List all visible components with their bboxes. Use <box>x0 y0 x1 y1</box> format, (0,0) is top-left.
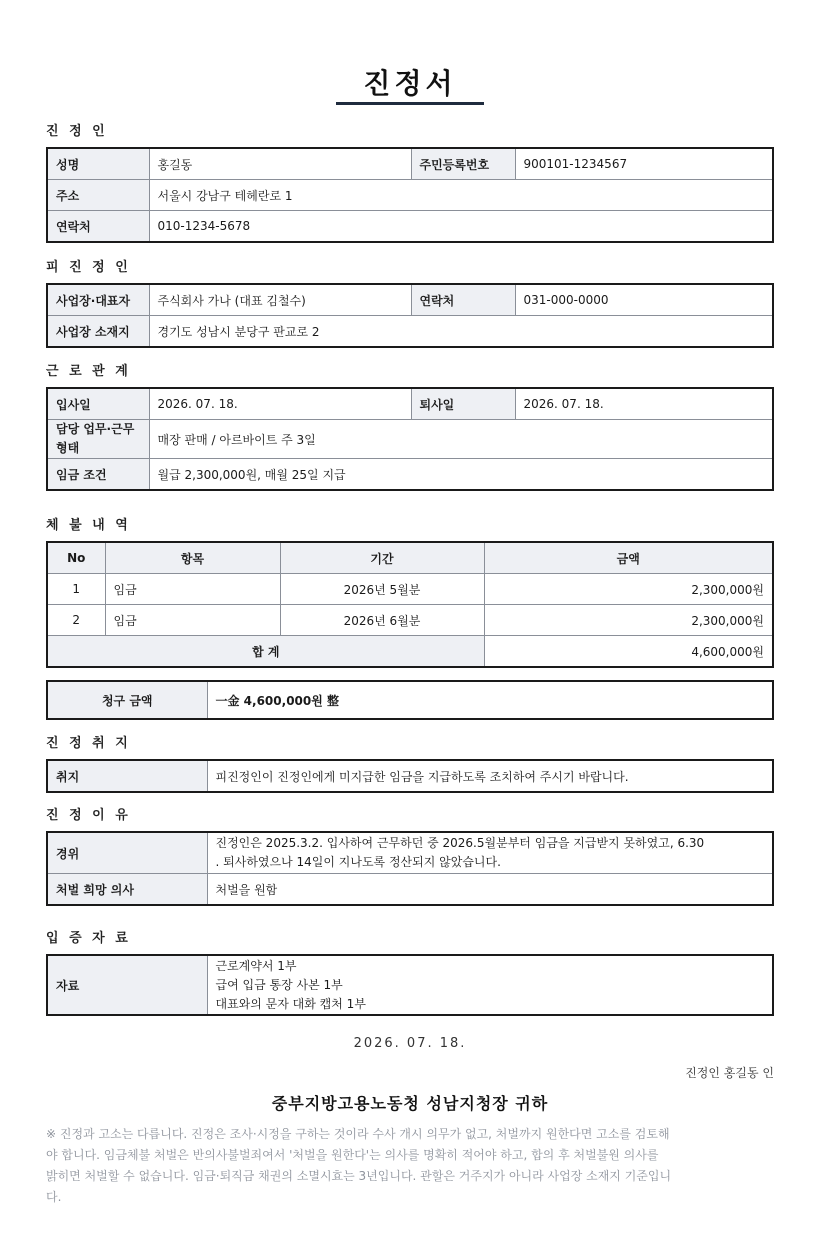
phone-label: 연락처 <box>47 211 149 243</box>
footnote-line: ※ 진정과 고소는 다릅니다. 진정은 조사·시정을 구하는 것이라 수사 개시 의무가 없고, 처벌까지 원한다면 고소를 검토해 <box>46 1127 670 1141</box>
recipient: 중부지방고용노동청 성남지청장 귀하 <box>271 1094 549 1113</box>
section-employment: 근 로 관 계 <box>46 364 131 379</box>
section-petitioner: 진 정 인 <box>46 124 108 139</box>
section-reason: 진 정 이 유 <box>46 808 131 823</box>
table-row <box>47 148 773 180</box>
history-line: . 퇴사하였으나 14일이 지나도록 정산되지 않았습니다. <box>215 855 501 869</box>
hire-label: 입사일 <box>47 388 149 420</box>
table-row <box>47 316 773 348</box>
col-header-amount: 금액 <box>484 542 773 574</box>
footnote <box>46 1124 686 1208</box>
respondent-table <box>46 283 774 348</box>
respondent-phone-label: 연락처 <box>411 284 515 316</box>
table-row <box>47 459 773 491</box>
reason-table <box>46 831 774 906</box>
duty-value: 매장 판매 / 아르바이트 주 3일 <box>149 420 773 459</box>
address-label: 주소 <box>47 180 149 211</box>
row-amount: 2,300,000원 <box>484 574 773 605</box>
petitioner-table <box>46 147 774 243</box>
table-header-row <box>47 542 773 574</box>
location-value: 경기도 성남시 분당구 판교로 2 <box>149 316 773 348</box>
rrn-label: 주민등록번호 <box>411 148 515 180</box>
total-value: 4,600,000원 <box>484 636 773 668</box>
evidence-table <box>46 954 774 1016</box>
footnote-line: 야 합니다. 임금체불 처벌은 반의사불벌죄여서 '처벌을 원한다'는 의사를 명확히 적어야 하고, 합의 후 처벌불원 의사를 <box>46 1148 659 1162</box>
footnote-line: 밝히면 처벌할 수 없습니다. 임금·퇴직금 채권의 소멸시효는 3년입니다. 관할은 거주지가 아니라 사업장 소재지 기준입니 <box>46 1169 672 1183</box>
name-label: 성명 <box>47 148 149 180</box>
table-row <box>47 605 773 636</box>
name-value: 홍길동 <box>149 148 411 180</box>
section-purpose: 진 정 취 지 <box>46 736 131 751</box>
punish-value: 처벌을 원함 <box>207 874 773 906</box>
evidence-label: 자료 <box>47 955 207 1015</box>
table-row <box>47 681 773 719</box>
table-row <box>47 955 773 1015</box>
arrears-table <box>46 541 774 668</box>
claim-label: 청구 금액 <box>47 681 207 719</box>
row-no: 1 <box>47 574 105 605</box>
wage-value: 월급 2,300,000원, 매월 25일 지급 <box>149 459 773 491</box>
evidence-item: 대표와의 문자 대화 캡처 1부 <box>215 996 366 1011</box>
document-date: 2026. 07. 18. <box>353 1036 467 1051</box>
row-period: 2026년 6월분 <box>280 605 484 636</box>
table-row <box>47 874 773 906</box>
employment-table <box>46 387 774 491</box>
table-row <box>47 284 773 316</box>
col-header-no: No <box>47 542 105 574</box>
row-item: 임금 <box>105 605 280 636</box>
biz-label: 사업장·대표자 <box>47 284 149 316</box>
address-value: 서울시 강남구 테헤란로 1 <box>149 180 773 211</box>
table-row <box>47 388 773 420</box>
document-title: 진정서 <box>363 67 457 100</box>
purpose-label: 취지 <box>47 760 207 792</box>
row-amount: 2,300,000원 <box>484 605 773 636</box>
col-header-item: 항목 <box>105 542 280 574</box>
location-label: 사업장 소재지 <box>47 316 149 348</box>
footnote-line: 다. <box>46 1190 62 1204</box>
table-total-row <box>47 636 773 668</box>
title-underline <box>336 102 484 105</box>
table-row <box>47 211 773 243</box>
history-text <box>207 832 773 874</box>
punish-label: 처벌 희망 의사 <box>47 874 207 906</box>
purpose-text: 피진정인이 진정인에게 미지급한 임금을 지급하도록 조치하여 주시기 바랍니다. <box>207 760 773 792</box>
section-evidence: 입 증 자 료 <box>46 931 131 946</box>
section-arrears: 체 불 내 역 <box>46 518 131 533</box>
rrn-value: 900101-1234567 <box>515 148 773 180</box>
table-row <box>47 574 773 605</box>
claim-table <box>46 680 774 720</box>
history-line: 진정인은 2025.3.2. 입사하여 근무하던 중 2026.5월분부터 임금을 지급받지 못하였고, 6.30 <box>215 836 705 850</box>
section-respondent: 피 진 정 인 <box>46 260 131 275</box>
duty-label: 담당 업무·근무형태 <box>47 420 149 459</box>
row-no: 2 <box>47 605 105 636</box>
signature: 진정인 홍길동 인 <box>685 1066 774 1080</box>
biz-value: 주식회사 가나 (대표 김철수) <box>149 284 411 316</box>
evidence-item: 근로계약서 1부 <box>215 958 297 973</box>
table-row <box>47 832 773 874</box>
claim-amount: 一金 4,600,000원 整 <box>207 681 773 719</box>
evidence-list <box>207 955 773 1015</box>
table-row <box>47 180 773 211</box>
leave-value: 2026. 07. 18. <box>515 388 773 420</box>
evidence-item: 급여 입금 통장 사본 1부 <box>215 977 343 992</box>
wage-label: 임금 조건 <box>47 459 149 491</box>
history-label: 경위 <box>47 832 207 874</box>
hire-value: 2026. 07. 18. <box>149 388 411 420</box>
row-item: 임금 <box>105 574 280 605</box>
phone-value: 010-1234-5678 <box>149 211 773 243</box>
purpose-table <box>46 759 774 793</box>
row-period: 2026년 5월분 <box>280 574 484 605</box>
leave-label: 퇴사일 <box>411 388 515 420</box>
respondent-phone-value: 031-000-0000 <box>515 284 773 316</box>
col-header-period: 기간 <box>280 542 484 574</box>
total-label: 합 계 <box>47 636 484 668</box>
table-row <box>47 760 773 792</box>
table-row <box>47 420 773 459</box>
